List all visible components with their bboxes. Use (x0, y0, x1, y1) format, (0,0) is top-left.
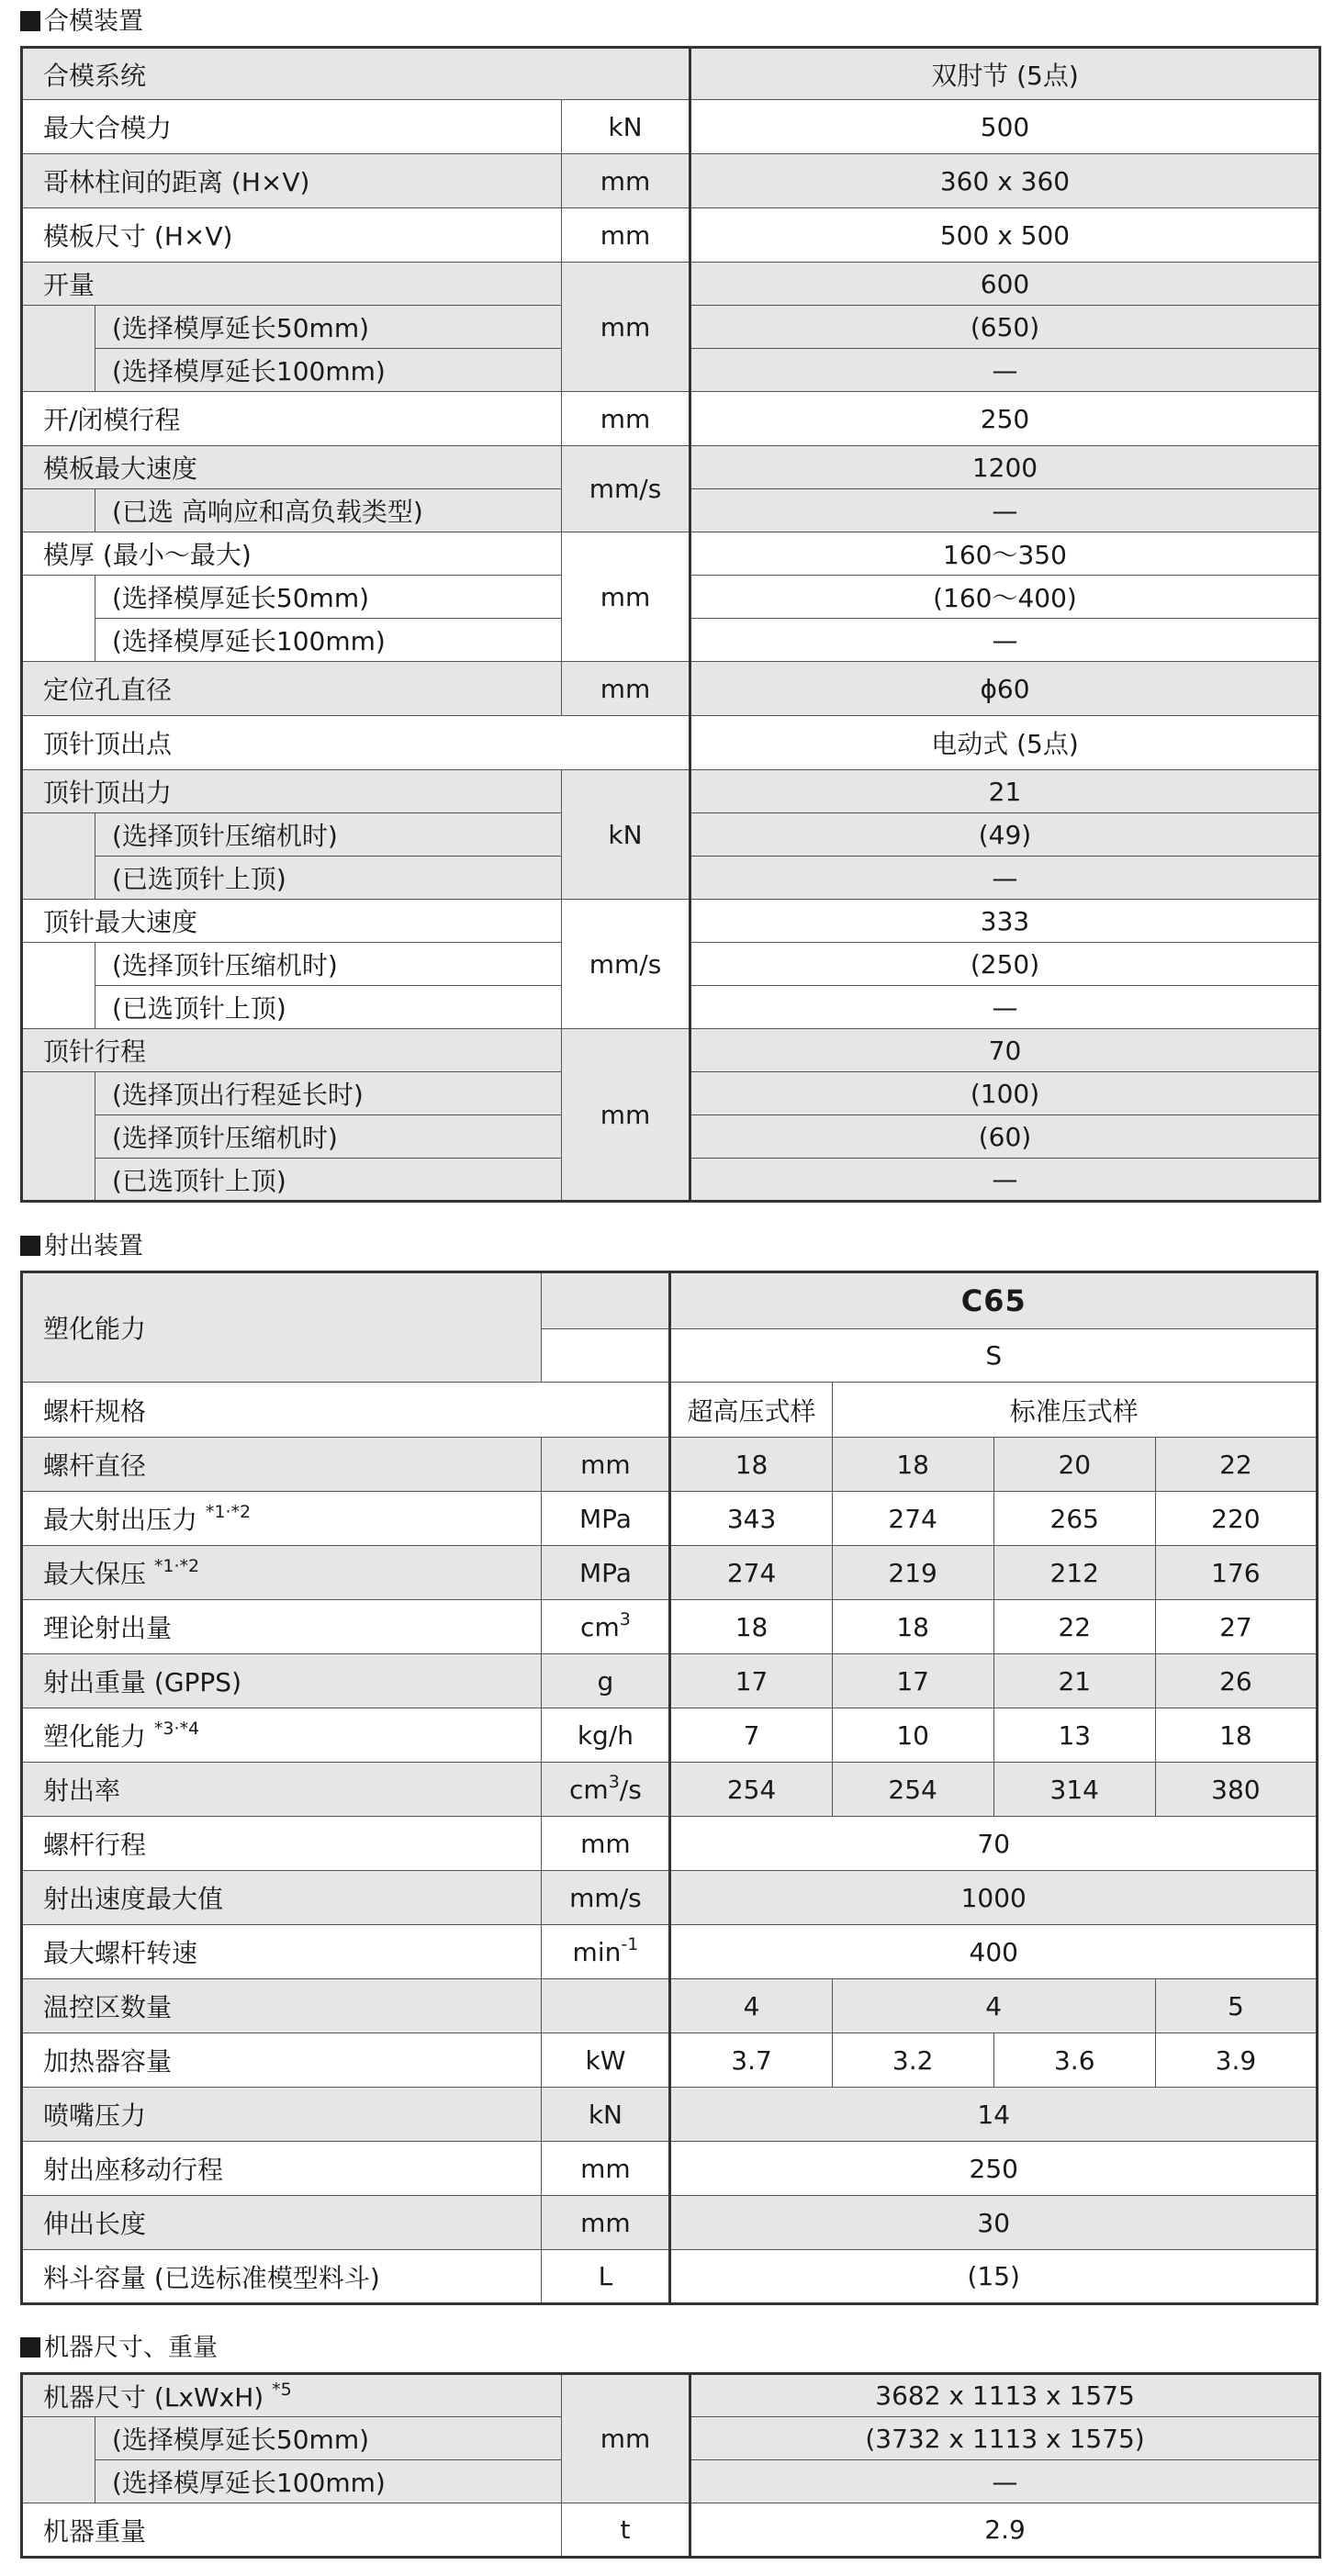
row-label: 机器重量 (22, 2503, 562, 2558)
row-sub-label: (选择顶出行程延长时) (95, 1072, 562, 1115)
table-row (22, 100, 1320, 154)
table-row (22, 2033, 1318, 2088)
row-label: 最大合模力 (22, 100, 562, 154)
cell-value: 10 (832, 1708, 993, 1763)
row-sub-label: (选择顶针压缩机时) (95, 943, 562, 986)
square-bullet-icon (20, 2337, 40, 2358)
row-unit: mm (542, 2142, 670, 2196)
model-name: C65 (670, 1272, 1318, 1329)
row-label: 温控区数量 (22, 1979, 542, 2033)
table-row (22, 1492, 1318, 1546)
row-unit: MPa (542, 1492, 670, 1546)
row-label: 合模系统 (22, 48, 690, 100)
row-label: 伸出长度 (22, 2196, 542, 2250)
table-row (22, 446, 1320, 489)
row-label: 喷嘴压力 (22, 2088, 542, 2142)
row-value: — (690, 986, 1320, 1029)
machine-table (20, 2372, 1321, 2559)
table-row (22, 263, 1320, 306)
row-unit: $cm^3/s$ (542, 1763, 670, 1817)
square-bullet-icon (20, 1236, 40, 1256)
row-unit: mm (542, 1438, 670, 1492)
row-unit: mm (562, 1029, 690, 1202)
cell-value: 254 (670, 1763, 832, 1817)
row-unit (542, 1979, 670, 2033)
cell-value: 219 (832, 1546, 993, 1600)
row-unit: kN (542, 2088, 670, 2142)
table-row (22, 532, 1320, 576)
cell-value: 18 (832, 1600, 993, 1654)
cell-value: 21 (993, 1654, 1155, 1708)
cell-value: 400 (670, 1925, 1318, 1979)
row-label: 哥林柱间的距离 (H×V) (22, 154, 562, 208)
cell-value: 343 (670, 1492, 832, 1546)
cell-value: 26 (1155, 1654, 1317, 1708)
row-sub-label: (已选 高响应和高负载类型) (95, 489, 562, 532)
row-unit: L (542, 2250, 670, 2304)
table-row (22, 1272, 1318, 1329)
row-unit: kN (562, 100, 690, 154)
row-label: 顶针行程 (22, 1029, 562, 1072)
table-row (22, 662, 1320, 716)
row-label: 最大螺杆转速 (22, 1925, 542, 1979)
row-value: 2.9 (690, 2503, 1320, 2558)
row-unit: kW (542, 2033, 670, 2088)
row-label: 理论射出量 (22, 1600, 542, 1654)
row-label: 料斗容量 (已选标准模型料斗) (22, 2250, 542, 2304)
row-unit: mm (562, 208, 690, 263)
footnote-mark: *1·*2 (153, 1556, 200, 1576)
table-row (22, 1817, 1318, 1871)
row-label: 模板最大速度 (22, 446, 562, 489)
row-unit: mm/s (562, 446, 690, 532)
clamp-table (20, 46, 1321, 1203)
cell-value: 5 (1155, 1979, 1317, 2033)
cell-value: 30 (670, 2196, 1318, 2250)
row-value: 600 (690, 263, 1320, 306)
cell-value: 4 (670, 1979, 832, 2033)
cell-value: 176 (1155, 1546, 1317, 1600)
table-row (22, 770, 1320, 813)
row-label: 加热器容量 (22, 2033, 542, 2088)
row-sub-label: (选择顶针压缩机时) (95, 813, 562, 857)
table-row (22, 900, 1320, 943)
row-sub-label: (已选顶针上顶) (95, 1159, 562, 1202)
table-row (22, 1438, 1318, 1492)
row-value: — (690, 2460, 1320, 2503)
row-unit: mm (562, 2374, 690, 2503)
cell-value: 274 (832, 1492, 993, 1546)
row-label: 最大保压 $^{*1\cdot*2}$ (22, 1546, 542, 1600)
cell-value: 18 (670, 1438, 832, 1492)
row-value: 333 (690, 900, 1320, 943)
cell-value: 274 (670, 1546, 832, 1600)
row-label: 射出速度最大值 (22, 1871, 542, 1925)
table-row (22, 208, 1320, 263)
row-sub-label: (选择顶针压缩机时) (95, 1115, 562, 1159)
table-row (22, 1654, 1318, 1708)
table-row (22, 48, 1320, 100)
row-value: 电动式 (5点) (690, 716, 1320, 770)
table-row (22, 2503, 1320, 2558)
plast-header-label: 塑化能力 (22, 1272, 542, 1383)
row-unit: $\min^{-1}$ (542, 1925, 670, 1979)
cell-value: 3.6 (993, 2033, 1155, 2088)
row-label: 螺杆规格 (22, 1383, 670, 1438)
machine-section-title: 机器尺寸、重量 (20, 2332, 218, 2365)
table-row (22, 1383, 1318, 1438)
row-value: ϕ60 (690, 662, 1320, 716)
row-label: 开/闭模行程 (22, 392, 562, 446)
row-label: 定位孔直径 (22, 662, 562, 716)
row-sub-label: (选择模厚延长100mm) (95, 2460, 562, 2503)
row-value: 1200 (690, 446, 1320, 489)
row-value: (49) (690, 813, 1320, 857)
row-unit: kN (562, 770, 690, 900)
row-unit: t (562, 2503, 690, 2558)
cell-value: 265 (993, 1492, 1155, 1546)
row-sub-label: (选择模厚延长50mm) (95, 576, 562, 619)
row-label: 射出座移动行程 (22, 2142, 542, 2196)
clamp-section-title: 合模装置 (20, 6, 143, 39)
cell-value: 220 (1155, 1492, 1317, 1546)
row-unit: mm (562, 154, 690, 208)
row-unit: mm/s (542, 1871, 670, 1925)
row-sub-label: (已选顶针上顶) (95, 986, 562, 1029)
table-row (22, 1029, 1320, 1072)
row-sub-label: (已选顶针上顶) (95, 857, 562, 900)
table-row (22, 716, 1320, 770)
table-row (22, 1708, 1318, 1763)
row-unit: mm (542, 2196, 670, 2250)
row-sub-label: (选择模厚延长100mm) (95, 349, 562, 392)
row-label: 顶针最大速度 (22, 900, 562, 943)
cell-value: 7 (670, 1708, 832, 1763)
row-label: 机器尺寸 (LxWxH) $^{*5}$ (22, 2374, 562, 2417)
row-sub-label: (选择模厚延长50mm) (95, 2417, 562, 2460)
cell-value: 70 (670, 1817, 1318, 1871)
cell-value: 212 (993, 1546, 1155, 1600)
cell-value: 380 (1155, 1763, 1317, 1817)
table-row (22, 1871, 1318, 1925)
row-label: 开量 (22, 263, 562, 306)
table-row (22, 1546, 1318, 1600)
row-unit: mm (562, 662, 690, 716)
row-label: 塑化能力 $^{*3\cdot*4}$ (22, 1708, 542, 1763)
row-value: — (690, 349, 1320, 392)
footnote-mark: *5 (272, 2379, 292, 2400)
row-value: — (690, 489, 1320, 532)
model-size: S (670, 1329, 1318, 1383)
inject-table (20, 1271, 1318, 2305)
table-row (22, 2196, 1318, 2250)
table-row (22, 2250, 1318, 2304)
row-unit: mm (562, 263, 690, 392)
row-unit: MPa (542, 1546, 670, 1600)
row-label: 顶针顶出点 (22, 716, 690, 770)
table-row (22, 1600, 1318, 1654)
row-label: 最大射出压力 $^{*1\cdot*2}$ (22, 1492, 542, 1546)
table-row (22, 1925, 1318, 1979)
row-value: — (690, 857, 1320, 900)
row-unit: mm (562, 532, 690, 662)
cell-value: 250 (670, 2142, 1318, 2196)
row-value: 250 (690, 392, 1320, 446)
row-value: (160～400) (690, 576, 1320, 619)
row-unit: mm/s (562, 900, 690, 1029)
row-unit: mm (562, 392, 690, 446)
row-value: 500 (690, 100, 1320, 154)
row-value: 双肘节 (5点) (690, 48, 1320, 100)
row-value: 360 x 360 (690, 154, 1320, 208)
table-row (22, 1979, 1318, 2033)
cell-value: 18 (670, 1600, 832, 1654)
row-sub-label: (选择模厚延长100mm) (95, 619, 562, 662)
table-row (22, 2374, 1320, 2417)
square-bullet-icon (20, 11, 40, 31)
table-row (22, 2088, 1318, 2142)
row-value: 3682 x 1113 x 1575 (690, 2374, 1320, 2417)
cell-value: 3.7 (670, 2033, 832, 2088)
cell-value: 254 (832, 1763, 993, 1817)
cell-value: 4 (832, 1979, 1155, 2033)
row-value: (60) (690, 1115, 1320, 1159)
row-label: 射出重量 (GPPS) (22, 1654, 542, 1708)
footnote-mark: *1·*2 (205, 1502, 252, 1522)
table-row (22, 1763, 1318, 1817)
cell-value: 27 (1155, 1600, 1317, 1654)
row-label: 模板尺寸 (H×V) (22, 208, 562, 263)
footnote-mark: *3·*4 (153, 1719, 200, 1739)
screw-super-high: 超高压式样 (670, 1383, 832, 1438)
row-value: 160～350 (690, 532, 1320, 576)
row-value: — (690, 1159, 1320, 1202)
row-value: (650) (690, 306, 1320, 349)
cell-value: 314 (993, 1763, 1155, 1817)
row-label: 螺杆直径 (22, 1438, 542, 1492)
row-unit: g (542, 1654, 670, 1708)
cell-value: 18 (1155, 1708, 1317, 1763)
row-unit: kg/h (542, 1708, 670, 1763)
row-sub-label: (选择模厚延长50mm) (95, 306, 562, 349)
cell-value: 22 (993, 1600, 1155, 1654)
row-value: 500 x 500 (690, 208, 1320, 263)
row-value: (100) (690, 1072, 1320, 1115)
table-row (22, 154, 1320, 208)
cell-value: 22 (1155, 1438, 1317, 1492)
cell-value: 3.2 (832, 2033, 993, 2088)
cell-value: 17 (832, 1654, 993, 1708)
row-value: — (690, 619, 1320, 662)
cell-value: (15) (670, 2250, 1318, 2304)
screw-standard: 标准压式样 (832, 1383, 1317, 1438)
cell-value: 17 (670, 1654, 832, 1708)
cell-value: 3.9 (1155, 2033, 1317, 2088)
cell-value: 14 (670, 2088, 1318, 2142)
row-value: 21 (690, 770, 1320, 813)
cell-value: 20 (993, 1438, 1155, 1492)
cell-value: 1000 (670, 1871, 1318, 1925)
row-label: 模厚 (最小～最大) (22, 532, 562, 576)
row-value: (250) (690, 943, 1320, 986)
cell-value: 18 (832, 1438, 993, 1492)
row-label: 螺杆行程 (22, 1817, 542, 1871)
table-row (22, 2142, 1318, 2196)
row-unit: $cm^3$ (542, 1600, 670, 1654)
cell-value: 13 (993, 1708, 1155, 1763)
table-row (22, 392, 1320, 446)
row-value: (3732 x 1113 x 1575) (690, 2417, 1320, 2460)
row-unit: mm (542, 1817, 670, 1871)
row-value: 70 (690, 1029, 1320, 1072)
row-label: 顶针顶出力 (22, 770, 562, 813)
row-label: 射出率 (22, 1763, 542, 1817)
inject-section-title: 射出装置 (20, 1230, 143, 1263)
